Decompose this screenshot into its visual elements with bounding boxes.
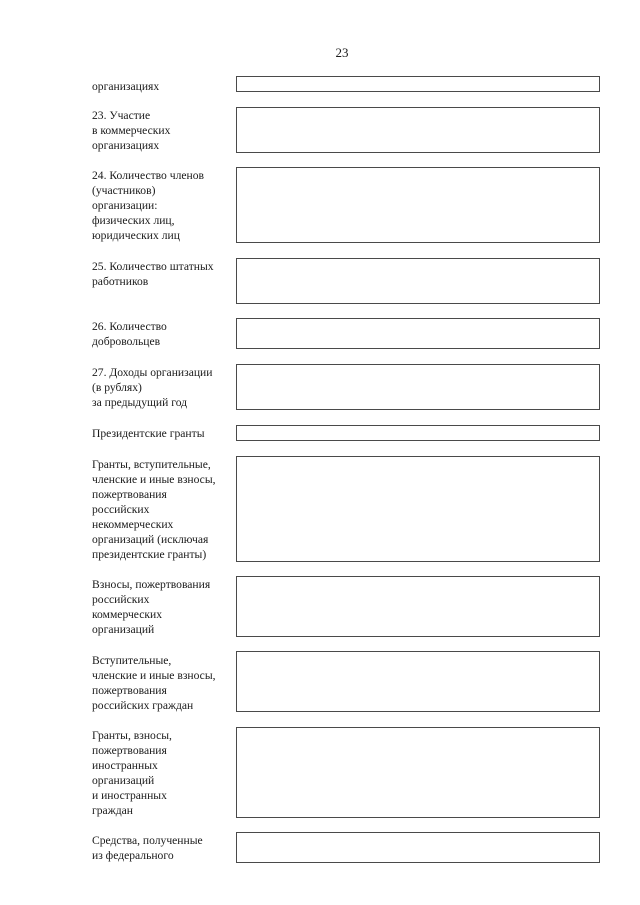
label-line: добровольцев [92,335,161,348]
label-line: за предыдущий год [92,396,188,409]
label-line: организациях [92,80,160,93]
label-line: пожертвования [92,684,167,697]
label-line: 25. Количество штатных [92,260,214,273]
label-line: президентские гранты) [92,548,207,561]
label-line: юридических лиц [92,229,180,242]
label-line: Средства, полученные [92,834,203,847]
label-organizations-tail [92,79,234,94]
label-nonprofit-grants [92,457,234,562]
label-income-previous-year [92,365,234,410]
label-foreign-grants [92,728,234,818]
label-line: в коммерческих [92,124,171,137]
label-line: организации: [92,199,158,212]
label-commercial-donations [92,577,234,637]
label-line: организаций (исключая [92,533,209,546]
label-line: 27. Доходы организации [92,366,213,379]
label-members-count [92,168,234,243]
field-volunteers-count[interactable] [236,318,600,349]
label-line: Президентские гранты [92,427,205,440]
label-line: 24. Количество членов [92,169,204,182]
label-line: (в рублях) [92,381,142,394]
label-line: граждан [92,804,133,817]
label-line: Вступительные, [92,654,172,667]
label-line: пожертвования [92,488,167,501]
label-line: работников [92,275,149,288]
field-commercial-participation[interactable] [236,107,600,153]
label-line: российских [92,593,150,606]
label-line: организаций [92,623,155,636]
field-organizations-tail[interactable] [236,76,600,92]
label-citizen-donations [92,653,234,713]
label-line: из федерального [92,849,174,862]
label-line: российских граждан [92,699,194,712]
label-line: 23. Участие [92,109,151,122]
label-line: организаций [92,774,155,787]
field-members-count[interactable] [236,167,600,243]
label-line: Гранты, взносы, [92,729,172,742]
label-line: пожертвования [92,744,167,757]
label-line: российских [92,503,150,516]
field-commercial-donations[interactable] [236,576,600,637]
label-presidential-grants [92,426,234,441]
label-line: (участников) [92,184,156,197]
label-line: коммерческих [92,608,162,621]
label-line: некоммерческих [92,518,174,531]
label-line: Гранты, вступительные, [92,458,211,471]
field-presidential-grants[interactable] [236,425,600,441]
label-commercial-participation [92,108,234,153]
label-line: 26. Количество [92,320,167,333]
field-federal-funds[interactable] [236,832,600,863]
label-line: членские и иные взносы, [92,473,216,486]
field-income-previous-year[interactable] [236,364,600,410]
label-line: членские и иные взносы, [92,669,216,682]
label-federal-funds [92,833,234,863]
field-foreign-grants[interactable] [236,727,600,818]
field-citizen-donations[interactable] [236,651,600,712]
label-line: и иностранных [92,789,167,802]
label-staff-count [92,259,234,289]
label-volunteers-count [92,319,234,349]
label-line: иностранных [92,759,158,772]
field-nonprofit-grants[interactable] [236,456,600,562]
label-line: физических лиц, [92,214,175,227]
field-staff-count[interactable] [236,258,600,304]
label-line: организациях [92,139,160,152]
page-number: 23 [335,45,349,60]
label-line: Взносы, пожертвования [92,578,211,591]
